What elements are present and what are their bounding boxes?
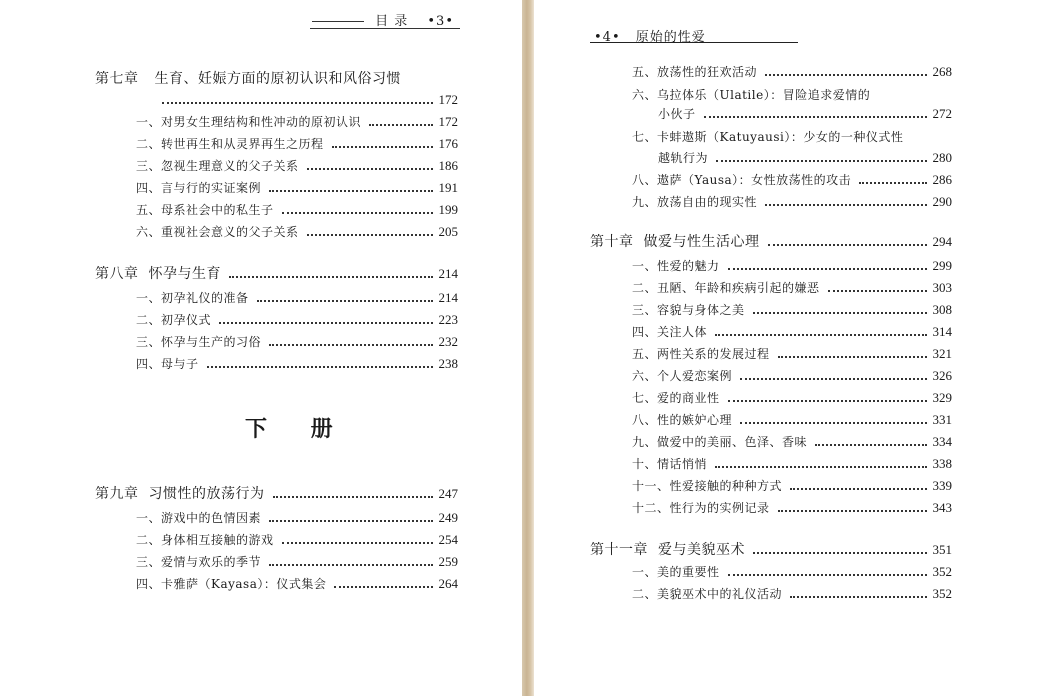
header-page-number: •3•: [427, 14, 454, 29]
item-title: 十、情话悄悄: [632, 457, 708, 471]
page-number: 334: [932, 434, 952, 449]
toc-item[interactable]: [632, 390, 952, 406]
toc-chapter-8[interactable]: [95, 266, 458, 282]
page-number: 214: [438, 266, 458, 281]
page-number: 280: [932, 150, 952, 165]
toc-item[interactable]: [136, 334, 458, 350]
leader-dots: [765, 74, 926, 76]
left-page-header: [312, 10, 454, 29]
leader-dots: [765, 204, 926, 206]
page-number: 254: [438, 532, 458, 547]
item-title: 五、两性关系的发展过程: [632, 347, 770, 361]
toc-item-line1: 六、乌拉体乐（Ulatile）：冒险追求爱情的: [632, 88, 871, 102]
leader-dots: [162, 102, 433, 104]
toc-item[interactable]: [632, 456, 952, 472]
item-title: 一、游戏中的色情因素: [136, 511, 262, 525]
leader-dots: [229, 276, 433, 278]
toc-item[interactable]: [136, 136, 458, 152]
page-number: 331: [932, 412, 952, 427]
item-title: 三、怀孕与生产的习俗: [136, 335, 262, 349]
toc-item[interactable]: [632, 280, 952, 296]
toc-item[interactable]: [136, 180, 458, 196]
page-number: 343: [932, 500, 952, 515]
toc-chapter-11[interactable]: [590, 542, 952, 558]
item-title: 越轨行为: [658, 151, 709, 165]
page-number: 172: [438, 114, 458, 129]
page-number: 299: [932, 258, 952, 273]
page-number: 259: [438, 554, 458, 569]
item-title: 二、丑陋、年龄和疾病引起的嫌恶: [632, 281, 820, 295]
toc-item[interactable]: [632, 586, 952, 602]
leader-dots: [768, 244, 927, 246]
page-number: 199: [438, 202, 458, 217]
leader-dots: [257, 300, 433, 302]
chapter-title: 习惯性的放荡行为: [148, 486, 265, 502]
leader-dots: [332, 146, 433, 148]
leader-dots: [307, 168, 433, 170]
item-title: 九、做爱中的美丽、色泽、香味: [632, 435, 808, 449]
page-number: 329: [932, 390, 952, 405]
leader-dots: [269, 564, 432, 566]
item-title: 十二、性行为的实例记录: [632, 501, 770, 515]
toc-item[interactable]: [632, 500, 952, 516]
toc-item[interactable]: [632, 302, 952, 318]
leader-dots: [728, 400, 927, 402]
chapter-title: 怀孕与生育: [148, 266, 221, 282]
toc-item[interactable]: [632, 346, 952, 362]
item-title: 八、性的嫉妒心理: [632, 413, 733, 427]
toc-item[interactable]: [136, 114, 458, 130]
page-number: 214: [438, 290, 458, 305]
item-title: 四、卡雅萨（Kayasa）：仪式集会: [136, 577, 327, 591]
toc-item[interactable]: [632, 324, 952, 340]
item-title: 小伙子: [658, 107, 696, 121]
item-title: 一、美的重要性: [632, 565, 720, 579]
toc-item[interactable]: [632, 194, 952, 210]
page-number: 290: [932, 194, 952, 209]
header-title: 原始的性爱: [635, 30, 706, 45]
toc-item[interactable]: [632, 368, 952, 384]
leader-dots: [334, 586, 432, 588]
page-number: 352: [932, 564, 952, 579]
page-number: 339: [932, 478, 952, 493]
page-number: 247: [438, 486, 458, 501]
header-title: 目 录: [375, 14, 409, 29]
toc-item[interactable]: [136, 510, 458, 526]
page-number: 238: [438, 356, 458, 371]
item-title: 六、个人爱恋案例: [632, 369, 733, 383]
item-title: 三、爱情与欢乐的季节: [136, 555, 262, 569]
toc-item[interactable]: [632, 412, 952, 428]
header-dash: [312, 21, 364, 22]
chapter-heading: 第十章: [590, 234, 634, 250]
chapter-heading: 第十一章: [590, 542, 648, 558]
item-title: 九、放荡自由的现实性: [632, 195, 758, 209]
leader-dots: [282, 542, 433, 544]
leader-dots: [269, 344, 432, 346]
chapter-title: 生育、妊娠方面的原初认识和风俗习惯: [154, 71, 401, 87]
chapter-heading: 第八章: [95, 266, 139, 282]
toc-item[interactable]: [658, 106, 952, 122]
page-number: 326: [932, 368, 952, 383]
volume-title: 下 册: [245, 417, 351, 442]
toc-item[interactable]: [136, 576, 458, 592]
item-title: 四、关注人体: [632, 325, 708, 339]
toc-item[interactable]: [632, 478, 952, 494]
leader-dots: [828, 290, 927, 292]
book-spine-gutter: [522, 0, 534, 696]
toc-item-line1: 七、卡蚌遨斯（Katuyausi）：少女的一种仪式性: [632, 130, 904, 144]
toc-item[interactable]: [136, 554, 458, 570]
page-number: 314: [932, 324, 952, 339]
page-number: 272: [932, 106, 952, 121]
toc-item[interactable]: [632, 434, 952, 450]
right-page: [534, 0, 1060, 696]
page-number: 268: [932, 64, 952, 79]
toc-item[interactable]: [136, 158, 458, 174]
left-page: [0, 0, 522, 696]
item-title: 三、容貌与身体之美: [632, 303, 745, 317]
item-title: 六、重视社会意义的父子关系: [136, 225, 299, 239]
item-title: 五、母系社会中的私生子: [136, 203, 274, 217]
item-title: 四、言与行的实证案例: [136, 181, 262, 195]
item-title: 八、遨萨（Yausa）：女性放荡性的攻击: [632, 173, 852, 187]
page-number: 338: [932, 456, 952, 471]
item-title: 五、放荡性的狂欢活动: [632, 65, 758, 79]
page-number: 303: [932, 280, 952, 295]
page-number: 321: [932, 346, 952, 361]
toc-item[interactable]: [136, 290, 458, 306]
page-number: 308: [932, 302, 952, 317]
page-number: 176: [438, 136, 458, 151]
leader-dots: [716, 160, 926, 162]
leader-dots: [740, 378, 926, 380]
page-number: 191: [438, 180, 458, 195]
leader-dots: [269, 520, 432, 522]
toc-chapter-7[interactable]: [95, 68, 401, 88]
item-title: 四、母与子: [136, 357, 199, 371]
page-number: 352: [932, 586, 952, 601]
leader-dots: [207, 366, 433, 368]
toc-item[interactable]: [136, 202, 458, 218]
chapter-title: 爱与美貌巫术: [658, 542, 745, 558]
leader-dots: [753, 312, 927, 314]
page-number: 205: [438, 224, 458, 239]
chapter-heading: 第九章: [95, 486, 139, 502]
toc-item[interactable]: [632, 258, 952, 274]
item-title: 一、初孕礼仪的准备: [136, 291, 249, 305]
item-title: 二、初孕仪式: [136, 313, 212, 327]
page-number: 351: [932, 542, 952, 557]
leader-dots: [859, 182, 926, 184]
leader-dots: [778, 356, 927, 358]
leader-dots: [790, 488, 926, 490]
page-number: 264: [438, 576, 458, 591]
header-rule: [310, 28, 460, 29]
item-title: 二、转世再生和从灵界再生之历程: [136, 137, 324, 151]
leader-dots: [715, 466, 926, 468]
toc-item[interactable]: [136, 532, 458, 548]
leader-dots: [307, 234, 433, 236]
toc-item[interactable]: [136, 356, 458, 372]
toc-chapter-7-page-row[interactable]: [162, 92, 458, 108]
leader-dots: [369, 124, 432, 126]
leader-dots: [740, 422, 926, 424]
item-title: 一、对男女生理结构和性冲动的原初认识: [136, 115, 362, 129]
toc-item[interactable]: [632, 172, 952, 188]
item-title: 十一、性爱接触的种种方式: [632, 479, 783, 493]
toc-chapter-10[interactable]: [590, 234, 952, 250]
leader-dots: [728, 574, 927, 576]
item-title: 三、忽视生理意义的父子关系: [136, 159, 299, 173]
leader-dots: [269, 190, 432, 192]
leader-dots: [790, 596, 926, 598]
leader-dots: [728, 268, 927, 270]
page-number: 294: [932, 234, 952, 249]
leader-dots: [273, 496, 433, 498]
leader-dots: [753, 552, 927, 554]
leader-dots: [815, 444, 926, 446]
page-number: 249: [438, 510, 458, 525]
leader-dots: [282, 212, 433, 214]
toc-item[interactable]: [632, 564, 952, 580]
page-number: 172: [438, 92, 458, 107]
header-rule: [590, 42, 798, 43]
chapter-heading: 第七章: [95, 71, 139, 87]
leader-dots: [778, 510, 927, 512]
page-number: 186: [438, 158, 458, 173]
toc-chapter-9[interactable]: [95, 486, 458, 502]
page-number: 232: [438, 334, 458, 349]
item-title: 二、身体相互接触的游戏: [136, 533, 274, 547]
leader-dots: [704, 116, 927, 118]
toc-item[interactable]: [136, 224, 458, 240]
item-title: 七、爱的商业性: [632, 391, 720, 405]
chapter-title: 做爱与性生活心理: [643, 234, 760, 250]
page-number: 286: [932, 172, 952, 187]
item-title: 二、美貌巫术中的礼仪活动: [632, 587, 783, 601]
toc-item[interactable]: [136, 312, 458, 328]
header-page-number: •4•: [594, 30, 621, 45]
toc-item[interactable]: [632, 64, 952, 80]
item-title: 一、性爱的魅力: [632, 259, 720, 273]
toc-item[interactable]: [658, 150, 952, 166]
leader-dots: [219, 322, 432, 324]
page-number: 223: [438, 312, 458, 327]
leader-dots: [715, 334, 926, 336]
